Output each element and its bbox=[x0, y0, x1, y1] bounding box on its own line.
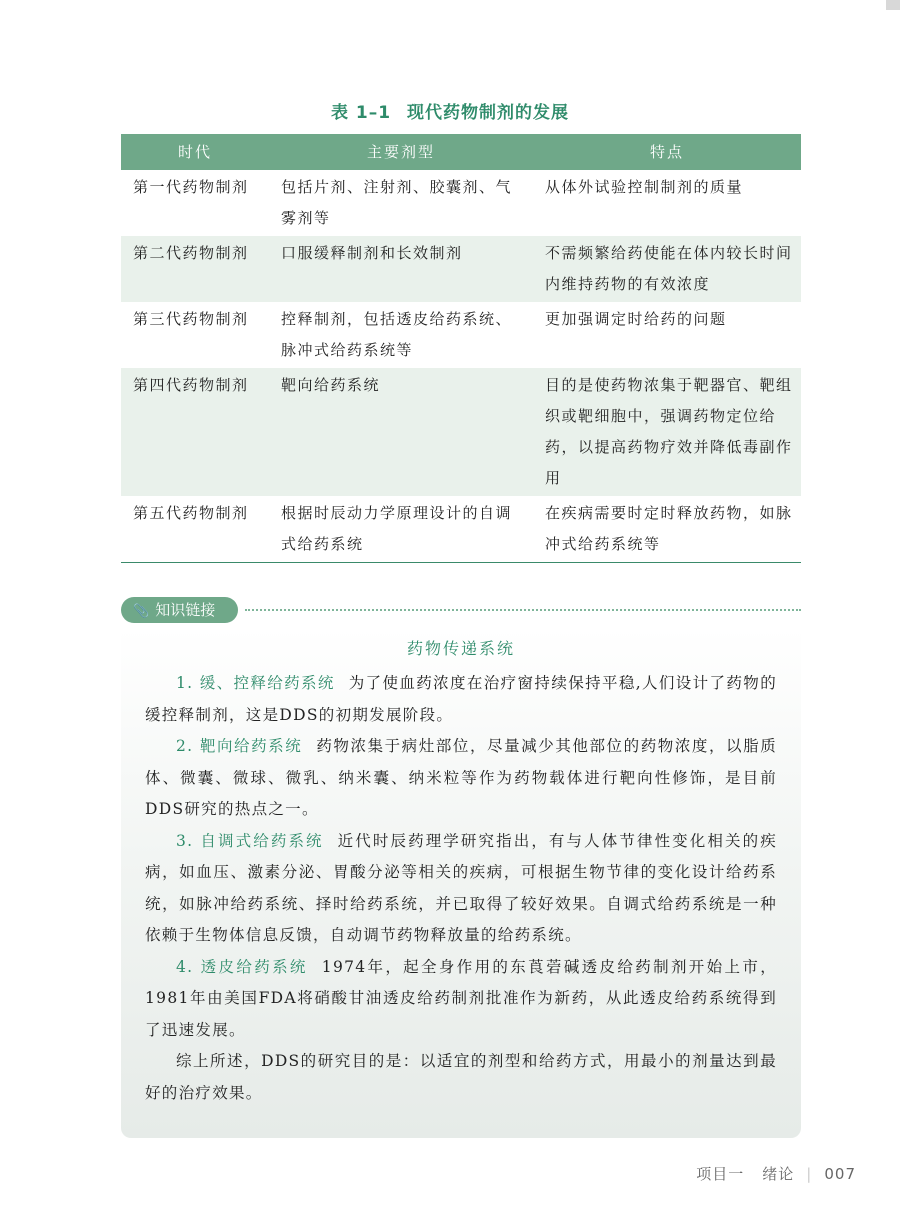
column-header-dosage-forms: 主要剂型 bbox=[269, 134, 533, 170]
paragraph-heading: 4. 透皮给药系统 bbox=[176, 957, 308, 976]
table-caption bbox=[0, 98, 900, 123]
table-cell: 目的是使药物浓集于靶器官、靶组织或靶细胞中，强调药物定位给药，以提高药物疗效并降低毒副作用 bbox=[533, 368, 801, 496]
table-row bbox=[121, 170, 801, 236]
paragraph-text: 1974年，起全身作用的东莨菪碱透皮给药制剂开始上市，1981年由美国FDA将硝酸甘油透皮给药制剂批准作为新药，从此透皮给药系统得到了迅速发展。 bbox=[145, 957, 777, 1039]
table-cell: 靶向给药系统 bbox=[269, 368, 533, 496]
table-row bbox=[121, 236, 801, 302]
table-cell: 控释制剂，包括透皮给药系统、脉冲式给药系统等 bbox=[281, 310, 513, 359]
table-cell: 包括片剂、注射剂、胶囊剂、气雾剂等 bbox=[281, 178, 513, 227]
table-cell: 不需频繁给药使能在体内较长时间内维持药物的有效浓度 bbox=[533, 236, 801, 302]
table-row bbox=[121, 368, 801, 496]
table-row bbox=[121, 496, 801, 563]
table-cell: 第三代药物制剂 bbox=[133, 310, 249, 328]
development-table bbox=[121, 134, 801, 563]
column-header-era: 时代 bbox=[121, 134, 269, 170]
table-row bbox=[121, 302, 801, 368]
knowledge-paragraph bbox=[145, 668, 777, 731]
knowledge-paragraph bbox=[145, 1046, 777, 1109]
knowledge-paragraph bbox=[145, 731, 777, 826]
page-number: 007 bbox=[824, 1165, 856, 1183]
paragraph-heading: 1. 缓、控释给药系统 bbox=[176, 674, 335, 692]
paragraph-text: 为了使血药浓度在治疗窗持续保持平稳,人们设计了药物的缓控释制剂，这是DDS的初期发展阶段。 bbox=[145, 674, 777, 724]
paragraph-heading: 2. 靶向给药系统 bbox=[176, 737, 303, 755]
paragraph-text: 近代时辰药理学研究指出，有与人体节律性变化相关的疾病，如血压、激素分泌、胃酸分泌等相关的疾病，可根据生物节律的变化设计给药系统，如脉冲给药系统、择时给药系统，并已取得了较好效果。自调式给药系统是一种依赖于生物体信息反馈，自动调节药物释放量的给药系统。 bbox=[145, 831, 777, 944]
knowledge-box bbox=[121, 628, 801, 1138]
knowledge-paragraph bbox=[145, 952, 777, 1047]
knowledge-link-bar bbox=[121, 597, 801, 625]
paperclip-icon: 📎 bbox=[133, 604, 150, 619]
knowledge-link-label: 知识链接 bbox=[155, 601, 216, 619]
table-cell: 根据时辰动力学原理设计的自调式给药系统 bbox=[281, 504, 513, 553]
paragraph-heading: 3. 自调式给药系统 bbox=[176, 831, 324, 850]
knowledge-link-tag bbox=[121, 597, 238, 623]
dotted-divider bbox=[245, 609, 801, 611]
table-cell: 口服缓释制剂和长效制剂 bbox=[269, 236, 533, 302]
corner-mark bbox=[886, 0, 900, 10]
table-cell: 第一代药物制剂 bbox=[133, 178, 249, 196]
table-title: 现代药物制剂的发展 bbox=[407, 103, 570, 123]
table-cell: 第四代药物制剂 bbox=[121, 368, 269, 496]
knowledge-title: 药物传递系统 bbox=[406, 639, 515, 658]
column-header-features: 特点 bbox=[533, 134, 801, 170]
paragraph-text: 药物浓集于病灶部位，尽量减少其他部位的药物浓度，以脂质体、微囊、微球、微乳、纳米囊、纳米粒等作为药物载体进行靶向性修饰，是目前DDS研究的热点之一。 bbox=[145, 737, 777, 818]
table-cell: 更加强调定时给药的问题 bbox=[545, 310, 727, 328]
paragraph-text: 综上所述，DDS的研究目的是：以适宜的剂型和给药方式，用最小的剂量达到最好的治疗效果。 bbox=[145, 1052, 777, 1102]
table-cell: 在疾病需要时定时释放药物，如脉冲式给药系统等 bbox=[545, 504, 793, 553]
table-cell: 从体外试验控制制剂的质量 bbox=[545, 178, 744, 196]
footer-project: 项目一 bbox=[696, 1165, 745, 1183]
footer-separator: | bbox=[806, 1165, 813, 1183]
table-number: 表 1–1 bbox=[330, 103, 392, 123]
table-header-row bbox=[121, 134, 801, 170]
table-cell: 第五代药物制剂 bbox=[133, 504, 249, 522]
page-footer bbox=[696, 1163, 856, 1184]
table-cell: 第二代药物制剂 bbox=[121, 236, 269, 302]
footer-chapter: 绪论 bbox=[762, 1165, 795, 1183]
knowledge-paragraph bbox=[145, 826, 777, 952]
